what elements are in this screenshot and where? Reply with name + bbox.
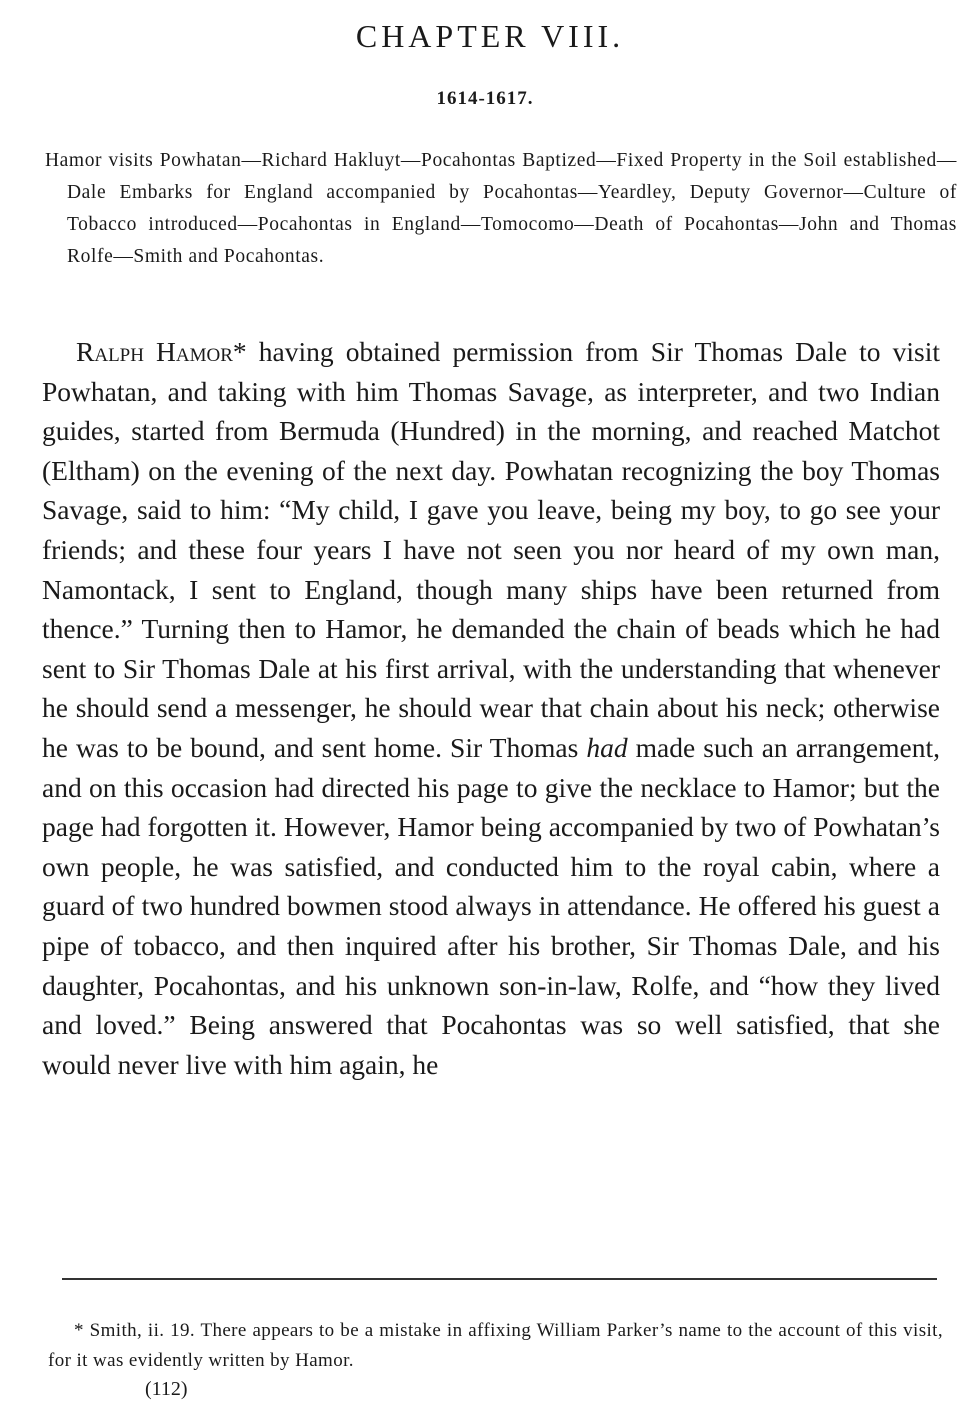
body-text-part-2: made such an arrangement, and on this occasion had directed his page to give the necklace to Hamor; but the page had forgotten it. However, Hamor being accompanied by two of Powhatan’s own people, he was satisfied, and conducted him to the royal cabin, where a guard of two hundred bowmen stood always in attendance. He offered his guest a pipe of tobacco, and then inquired after his brother, Sir Thomas Dale, and his daughter, Pocahontas, and his unknown son-in-law, Rolfe, and “how they lived and loved.” Being answered that Pocahontas was so well satisfied, that she would never live with him again, he [42,731,940,1080]
chapter-synopsis: Hamor visits Powhatan—Richard Hakluyt—Pocahontas Baptized—Fixed Property in the Soil established—Dale Embarks for England accompanied by Pocahontas—Yeardley, Deputy Governor—Culture of Tobacco introduced—Pocahontas in England—Tomocomo—Death of Pocahontas—John and Thomas Rolfe—Smith and Pocahontas. [45,150,957,267]
body-paragraph [42,332,940,1084]
chapter-title: CHAPTER VIII. [355,18,625,54]
emphasized-word: had [586,731,628,763]
footnote-divider [62,1278,937,1280]
footnote-marker: * [232,336,247,367]
opening-name: Ralph Hamor [76,336,233,367]
footnote: * Smith, ii. 19. There appears to be a mistake in affixing William Parker’s name to the account of this visit, for it was evidently written by Hamor. [48,1320,943,1371]
page-number: (112) [145,1378,188,1400]
body-text-part-1: having obtained permission from Sir Thomas Dale to visit Powhatan, and taking with him Thomas Savage, as interpreter, and two Indian guides, started from Bermuda (Hundred) in the morning, and reached Matchot (Eltham) on the evening of the next day. Powhatan recognizing the boy Thomas Savage, said to him: “My child, I gave you leave, being my boy, to go see your friends; and these four years I have not seen you nor heard of my own man, Namontack, I sent to England, though many ships have been returned from thence.” Turning then to Hamor, he demanded the chain of beads which he had sent to Sir Thomas Dale at his first arrival, with the understanding that whenever he should send a messenger, he should wear that chain about his neck; otherwise he was to be bound, and sent home. Sir Thomas [42,336,940,763]
chapter-dates: 1614-1617. [436,88,534,109]
